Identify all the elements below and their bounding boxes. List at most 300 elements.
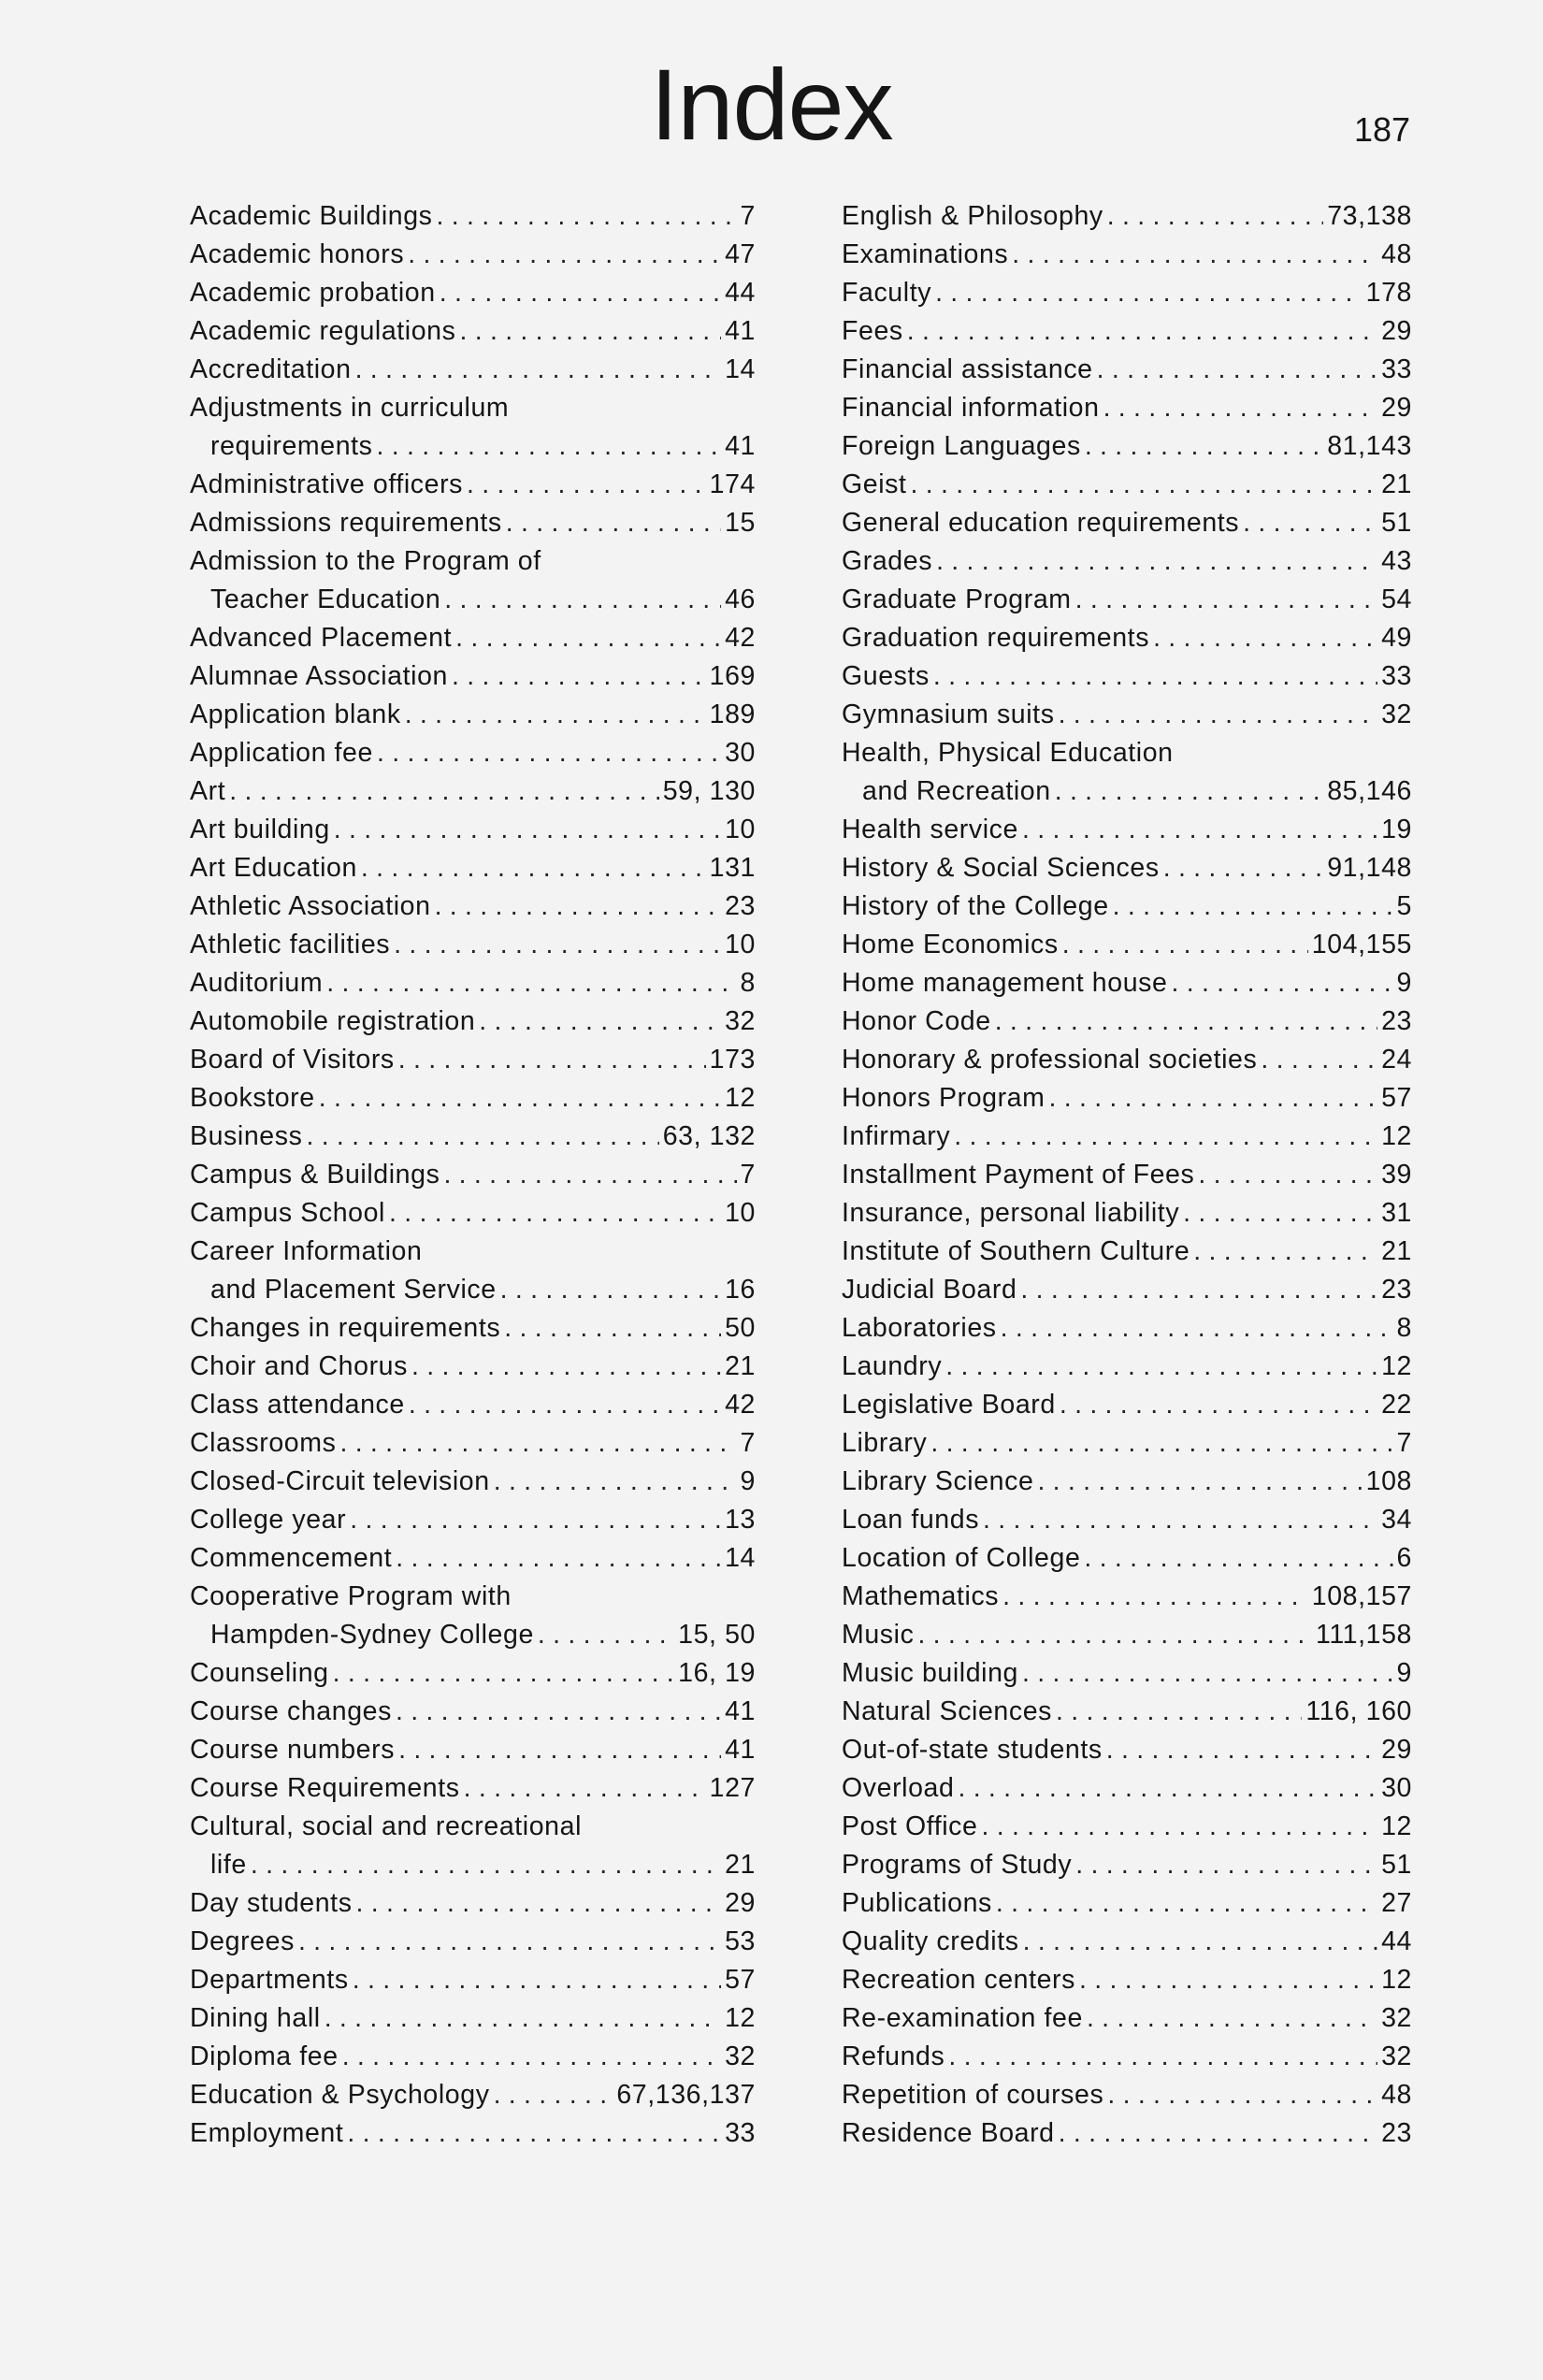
index-entry [842, 696, 1412, 734]
index-entry-page-ref: 127 [709, 1773, 756, 1803]
index-entry-page-ref: 22 [1381, 1390, 1412, 1420]
index-entry-page-ref: 14 [725, 354, 756, 384]
index-entry-page-ref: 47 [725, 239, 756, 269]
index-entry-term: Graduate Program [842, 584, 1072, 614]
index-entry-term: Academic probation [190, 278, 436, 308]
index-entry-term: Fees [842, 316, 903, 346]
dot-leader [444, 581, 721, 619]
index-entry-term: Grades [842, 546, 933, 576]
dot-leader [1107, 2076, 1377, 2114]
dot-leader [1048, 1079, 1377, 1118]
dot-leader [356, 1884, 722, 1923]
index-entry [190, 811, 756, 849]
index-entry [842, 1884, 1412, 1923]
index-entry-page-ref: 10 [725, 1198, 756, 1228]
index-entry-page-ref: 51 [1381, 508, 1412, 538]
index-entry-term: College year [190, 1505, 347, 1535]
index-entry [190, 1769, 756, 1808]
dot-leader [1079, 1961, 1377, 1999]
dot-leader [326, 964, 736, 1002]
index-entry-term: Bookstore [190, 1083, 315, 1113]
index-entry-page-ref: 50 [725, 1313, 756, 1343]
index-entry [190, 542, 756, 581]
index-entry [842, 1233, 1412, 1271]
dot-leader [917, 1616, 1312, 1654]
dot-leader [1087, 1999, 1377, 2038]
dot-leader [437, 197, 737, 236]
index-entry-term: Mathematics [842, 1581, 1000, 1611]
dot-leader [479, 1002, 721, 1041]
index-entry [842, 811, 1412, 849]
index-entry-term: Day students [190, 1888, 353, 1918]
index-entry-page-ref: 41 [725, 1696, 756, 1726]
index-entry-page-ref: 29 [1381, 1735, 1412, 1765]
index-entry [842, 1616, 1412, 1654]
dot-leader [1023, 1923, 1378, 1961]
index-entry-term: Natural Sciences [842, 1696, 1053, 1726]
index-entry [190, 926, 756, 964]
index-entry-page-ref: 46 [725, 584, 756, 614]
index-entry-page-ref: 12 [1381, 1965, 1412, 1995]
dot-leader [1020, 1271, 1377, 1309]
index-entry-term: Application blank [190, 700, 401, 729]
index-entry [190, 236, 756, 274]
index-entry-term: Health service [842, 815, 1018, 844]
index-entry [190, 427, 756, 466]
index-entry-page-ref: 6 [1396, 1543, 1412, 1573]
index-entry-page-ref: 23 [725, 891, 756, 921]
index-entry-page-ref: 48 [1381, 2080, 1412, 2110]
index-entry [190, 312, 756, 351]
index-entry [190, 581, 756, 619]
dot-leader [996, 1884, 1377, 1923]
index-entry-term: Financial assistance [842, 354, 1093, 384]
index-entry-term: Home management house [842, 968, 1168, 998]
dot-leader [935, 274, 1363, 312]
index-entry-term: Faculty [842, 278, 932, 308]
index-entry [842, 1501, 1412, 1539]
index-entry-page-ref: 12 [1381, 1351, 1412, 1381]
index-entry-term: Music [842, 1620, 915, 1650]
dot-leader [1198, 1156, 1377, 1194]
index-entry-page-ref: 53 [725, 1926, 756, 1956]
index-entry-term: Foreign Languages [842, 431, 1081, 461]
index-entry-term: Refunds [842, 2041, 945, 2071]
index-entry-term: Publications [842, 1888, 992, 1918]
dot-leader [467, 466, 706, 504]
index-entry-page-ref: 29 [1381, 316, 1412, 346]
index-entry-page-ref: 32 [1381, 2003, 1412, 2033]
dot-leader [319, 1079, 721, 1118]
dot-leader [459, 312, 721, 351]
index-entry [842, 2076, 1412, 2114]
index-entry-term: Art [190, 776, 226, 806]
index-entry-term: Financial information [842, 393, 1100, 423]
index-entry-term: Closed-Circuit television [190, 1466, 490, 1496]
index-entry [842, 657, 1412, 696]
index-entry-term: Advanced Placement [190, 623, 453, 653]
dot-leader [394, 926, 721, 964]
index-entry-page-ref: 108 [1365, 1466, 1412, 1496]
dot-leader [251, 1846, 721, 1884]
index-entry-term: Business [190, 1121, 303, 1151]
index-entry [190, 1501, 756, 1539]
dot-leader [398, 1731, 721, 1769]
index-entry [842, 849, 1412, 887]
page-title: Index [650, 48, 893, 161]
index-entry-term: Legislative Board [842, 1390, 1056, 1420]
index-entry-page-ref: 9 [740, 1466, 756, 1496]
index-entry-term: Programs of Study [842, 1850, 1073, 1880]
index-entry [842, 1731, 1412, 1769]
index-entry-term: Board of Visitors [190, 1045, 395, 1075]
dot-leader [1107, 197, 1323, 236]
index-entry [190, 1309, 756, 1348]
index-entry-page-ref: 15 [725, 508, 756, 538]
index-column-right [842, 197, 1412, 2153]
index-entry-page-ref: 33 [1381, 661, 1412, 691]
dot-leader [355, 351, 722, 389]
index-entry-term: Graduation requirements [842, 623, 1150, 653]
index-entry [190, 696, 756, 734]
index-entry [842, 2114, 1412, 2153]
index-entry [842, 734, 1412, 772]
index-entry-term: life [210, 1850, 247, 1880]
dot-leader [1001, 1309, 1393, 1348]
index-entry-page-ref: 57 [725, 1965, 756, 1995]
index-entry [842, 1156, 1412, 1194]
index-entry [842, 619, 1412, 657]
dot-leader [506, 504, 721, 542]
index-entry [842, 427, 1412, 466]
index-entry-term: Library Science [842, 1466, 1034, 1496]
index-entry-page-ref: 85,146 [1327, 776, 1412, 806]
index-entry [842, 1118, 1412, 1156]
dot-leader [500, 1271, 721, 1309]
index-entry-page-ref: 21 [725, 1351, 756, 1381]
index-entry-term: Academic honors [190, 239, 405, 269]
index-entry-page-ref: 8 [740, 968, 756, 998]
index-entry [842, 1271, 1412, 1309]
index-entry-page-ref: 73,138 [1327, 201, 1412, 231]
index-entry-page-ref: 178 [1365, 278, 1412, 308]
index-entry [190, 1386, 756, 1424]
index-entry-term: Judicial Board [842, 1275, 1017, 1305]
index-column-left [190, 197, 756, 2153]
index-entry-term: Health, Physical Education [842, 738, 1174, 768]
index-entry-term: Degrees [190, 1926, 295, 1956]
index-entry-page-ref: 23 [1381, 1006, 1412, 1036]
index-entry-term: Campus School [190, 1198, 385, 1228]
index-entry-page-ref: 7 [740, 201, 756, 231]
dot-leader [396, 1693, 721, 1731]
index-entry [842, 312, 1412, 351]
page-number: 187 [1354, 110, 1411, 149]
dot-leader [409, 1386, 721, 1424]
dot-leader [440, 274, 721, 312]
dot-leader [342, 2038, 721, 2076]
index-entry-term: Loan funds [842, 1505, 980, 1535]
index-entry [842, 1999, 1412, 2038]
index-entry [842, 926, 1412, 964]
index-entry [190, 849, 756, 887]
index-entry-term: Accreditation [190, 354, 352, 384]
index-entry [190, 274, 756, 312]
index-entry-page-ref: 23 [1381, 1275, 1412, 1305]
index-entry [190, 1616, 756, 1654]
dot-leader [494, 1463, 737, 1501]
dot-leader [911, 466, 1378, 504]
index-entry [190, 1348, 756, 1386]
index-entry-term: History & Social Sciences [842, 853, 1160, 883]
index-entry-term: Cultural, social and recreational [190, 1811, 583, 1841]
index-entry [842, 389, 1412, 427]
index-entry-page-ref: 81,143 [1327, 431, 1412, 461]
index-entry [190, 1079, 756, 1118]
index-entry-term: Employment [190, 2118, 344, 2148]
index-entry [842, 466, 1412, 504]
dot-leader [334, 811, 721, 849]
dot-leader [408, 236, 721, 274]
dot-leader [1085, 427, 1323, 466]
index-entry-term: Automobile registration [190, 1006, 476, 1036]
index-entry-page-ref: 57 [1381, 1083, 1412, 1113]
dot-leader [455, 619, 721, 657]
index-entry [190, 466, 756, 504]
dot-leader [464, 1769, 706, 1808]
index-entry-page-ref: 12 [725, 1083, 756, 1113]
index-entry-page-ref: 108,157 [1311, 1581, 1412, 1611]
index-entry [842, 1693, 1412, 1731]
dot-leader [1171, 964, 1392, 1002]
index-entry [842, 772, 1412, 811]
index-entry-term: Admission to the Program of [190, 546, 541, 576]
index-entry [190, 1041, 756, 1079]
dot-leader [405, 696, 706, 734]
index-entry-term: Insurance, personal liability [842, 1198, 1180, 1228]
dot-leader [1012, 236, 1377, 274]
index-entry [190, 772, 756, 811]
dot-leader [504, 1309, 721, 1348]
index-entry [190, 2038, 756, 2076]
dot-leader [954, 1118, 1377, 1156]
index-entry [190, 1923, 756, 1961]
index-entry-term: Cooperative Program with [190, 1581, 512, 1611]
dot-leader [389, 1194, 721, 1233]
index-entry-term: Athletic Association [190, 891, 431, 921]
index-entry [842, 1808, 1412, 1846]
index-entry [190, 389, 756, 427]
index-entry-page-ref: 189 [709, 700, 756, 729]
index-entry [190, 1731, 756, 1769]
index-entry [842, 581, 1412, 619]
dot-leader [1037, 1463, 1362, 1501]
index-entry-term: Hampden-Sydney College [210, 1620, 534, 1650]
index-entry-term: Commencement [190, 1543, 393, 1573]
index-entry-page-ref: 44 [725, 278, 756, 308]
index-entry-term: Re-examination fee [842, 2003, 1083, 2033]
index-entry-term: General education requirements [842, 508, 1240, 538]
index-entry-page-ref: 30 [1381, 1773, 1412, 1803]
index-entry-term: Changes in requirements [190, 1313, 501, 1343]
index-entry-page-ref: 173 [709, 1045, 756, 1075]
index-entry-term: Home Economics [842, 930, 1059, 959]
dot-leader [494, 2076, 613, 2114]
index-entry [842, 1578, 1412, 1616]
index-entry-page-ref: 16 [725, 1275, 756, 1305]
index-entry-page-ref: 12 [1381, 1811, 1412, 1841]
index-entry-term: Application fee [190, 738, 373, 768]
index-entry [190, 504, 756, 542]
index-entry-term: Admissions requirements [190, 508, 502, 538]
index-entry-term: requirements [210, 431, 373, 461]
index-entry [190, 1654, 756, 1693]
index-entry-page-ref: 8 [1396, 1313, 1412, 1343]
dot-leader [298, 1923, 721, 1961]
dot-leader [936, 542, 1377, 581]
index-entry-page-ref: 41 [725, 1735, 756, 1765]
index-entry-term: Adjustments in curriculum [190, 393, 510, 423]
dot-leader [1060, 1386, 1377, 1424]
index-entry [190, 619, 756, 657]
index-entry-page-ref: 5 [1396, 891, 1412, 921]
index-entry-page-ref: 42 [725, 1390, 756, 1420]
index-entry-page-ref: 41 [725, 316, 756, 346]
index-entry [190, 657, 756, 696]
index-entry [842, 1041, 1412, 1079]
index-entry [842, 1923, 1412, 1961]
index-entry-page-ref: 49 [1381, 623, 1412, 653]
index-entry [190, 1194, 756, 1233]
index-entry-page-ref: 15, 50 [678, 1620, 756, 1650]
index-entry-term: Administrative officers [190, 469, 464, 499]
dot-leader [930, 1424, 1392, 1463]
dot-leader [1097, 351, 1377, 389]
index-entry [842, 1079, 1412, 1118]
index-entry-page-ref: 41 [725, 431, 756, 461]
dot-leader [958, 1769, 1377, 1808]
index-entry-term: Overload [842, 1773, 955, 1803]
index-entry [842, 1769, 1412, 1808]
index-entry-page-ref: 23 [1381, 2118, 1412, 2148]
index-entry-page-ref: 34 [1381, 1505, 1412, 1535]
dot-leader [324, 1999, 721, 2038]
index-entry [190, 1463, 756, 1501]
index-entry-page-ref: 16, 19 [678, 1658, 756, 1688]
index-entry [190, 351, 756, 389]
index-entry [190, 1693, 756, 1731]
index-entry-page-ref: 44 [1381, 1926, 1412, 1956]
index-entry [842, 1846, 1412, 1884]
dot-leader [1103, 389, 1378, 427]
index-entry-term: Institute of Southern Culture [842, 1236, 1190, 1266]
index-entry [190, 1118, 756, 1156]
index-entry-term: Auditorium [190, 968, 324, 998]
index-entry [842, 1539, 1412, 1578]
index-entry [190, 734, 756, 772]
index-entry [190, 197, 756, 236]
dot-leader [443, 1156, 736, 1194]
index-entry-term: Honor Code [842, 1006, 991, 1036]
index-entry-page-ref: 27 [1381, 1888, 1412, 1918]
dot-leader [452, 657, 706, 696]
index-entry-page-ref: 43 [1381, 546, 1412, 576]
dot-leader [347, 2114, 721, 2153]
index-entry [190, 1156, 756, 1194]
index-entry-term: Athletic facilities [190, 930, 391, 959]
index-entry-term: English & Philosophy [842, 201, 1103, 231]
index-entry-page-ref: 131 [709, 853, 756, 883]
index-entry [190, 1424, 756, 1463]
index-entry-term: Quality credits [842, 1926, 1019, 1956]
index-entry [842, 1424, 1412, 1463]
index-entry-page-ref: 7 [740, 1160, 756, 1190]
index-entry [842, 1654, 1412, 1693]
dot-leader [933, 657, 1377, 696]
index-entry [842, 236, 1412, 274]
index-entry-page-ref: 21 [1381, 1236, 1412, 1266]
index-entry-term: and Recreation [862, 776, 1051, 806]
index-entry-term: Infirmary [842, 1121, 951, 1151]
index-entry [842, 1463, 1412, 1501]
dot-leader [948, 2038, 1377, 2076]
dot-leader [1243, 504, 1377, 542]
dot-leader [981, 1808, 1377, 1846]
index-entry-term: Gymnasium suits [842, 700, 1055, 729]
index-entry-term: Counseling [190, 1658, 329, 1688]
index-entry [190, 1808, 756, 1846]
index-entry-page-ref: 39 [1381, 1160, 1412, 1190]
index-entry-page-ref: 29 [1381, 393, 1412, 423]
index-entry-term: Course Requirements [190, 1773, 460, 1803]
index-entry-page-ref: 30 [725, 738, 756, 768]
index-entry [842, 504, 1412, 542]
dot-leader [396, 1539, 721, 1578]
index-entry-term: Guests [842, 661, 930, 691]
dot-leader [1075, 1846, 1377, 1884]
index-entry-page-ref: 13 [725, 1505, 756, 1535]
index-entry-page-ref: 54 [1381, 584, 1412, 614]
index-entry-term: and Placement Service [210, 1275, 497, 1305]
dot-leader [353, 1961, 721, 1999]
index-entry-term: Dining hall [190, 2003, 321, 2033]
index-entry [190, 1002, 756, 1041]
index-entry-page-ref: 59, 130 [662, 776, 756, 806]
index-entry-term: History of the College [842, 891, 1109, 921]
dot-leader [1163, 849, 1324, 887]
index-entry-term: Out-of-state students [842, 1735, 1103, 1765]
index-entry [190, 1999, 756, 2038]
dot-leader [1059, 696, 1378, 734]
index-entry-term: Alumnae Association [190, 661, 448, 691]
index-entry-term: Academic Buildings [190, 201, 433, 231]
dot-leader [1022, 1654, 1393, 1693]
index-entry-term: Choir and Chorus [190, 1351, 408, 1381]
index-entry-page-ref: 32 [1381, 2041, 1412, 2071]
dot-leader [1056, 1693, 1302, 1731]
index-entry-page-ref: 51 [1381, 1850, 1412, 1880]
index-entry [842, 542, 1412, 581]
dot-leader [350, 1501, 721, 1539]
index-entry-page-ref: 32 [725, 2041, 756, 2071]
index-entry [842, 274, 1412, 312]
index-entry-page-ref: 19 [1381, 815, 1412, 844]
index-entry-term: Honors Program [842, 1083, 1045, 1113]
dot-leader [306, 1118, 658, 1156]
dot-leader [1022, 811, 1377, 849]
dot-leader [1153, 619, 1377, 657]
index-entry-page-ref: 91,148 [1327, 853, 1412, 883]
